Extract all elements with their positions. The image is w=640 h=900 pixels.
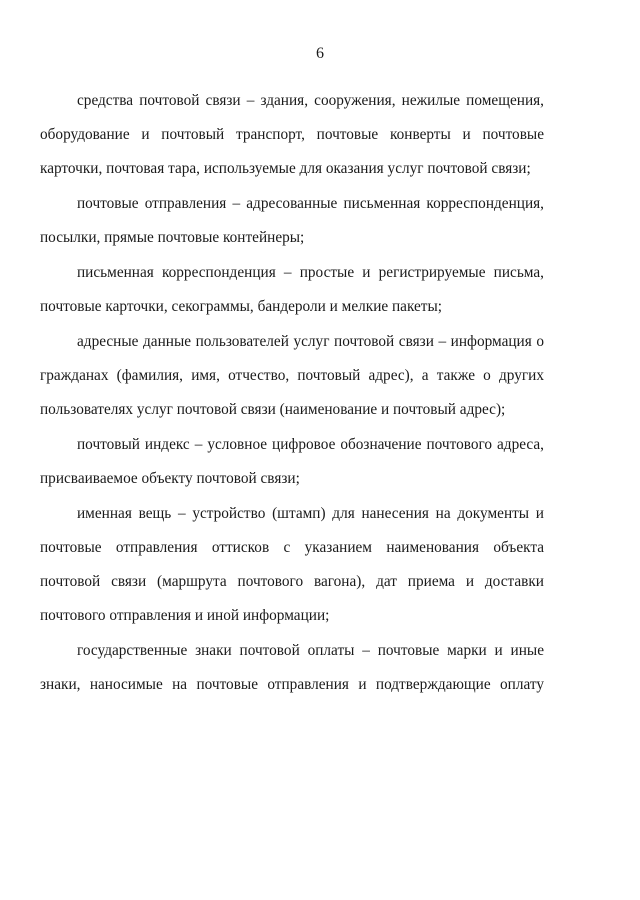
paragraph-postal-items: почтовые отправления – адресованные письменная корреспонденция, посылки, прямые почтовые контейнеры;	[40, 195, 544, 246]
paragraph-address-data: адресные данные пользователей услуг почтовой связи – информация о гражданах (фамилия, имя, отчество, почтовый адрес), а также о других пользователях услуг почтовой связи (наименование и почтовый адрес);	[40, 333, 544, 418]
paragraph-written-correspondence: письменная корреспонденция – простые и регистрируемые письма, почтовые карточки, секограммы, бандероли и мелкие пакеты;	[40, 264, 544, 315]
paragraph-postage-signs: государственные знаки почтовой оплаты – почтовые марки и иные знаки, наносимые на почтовые отправления и подтверждающие оплату	[40, 642, 544, 693]
paragraph-postal-index: почтовый индекс – условное цифровое обозначение почтового адреса, присваиваемое объекту почтовой связи;	[40, 436, 544, 487]
page-number: 6	[316, 45, 324, 62]
paragraph-postal-facilities: средства почтовой связи – здания, сооружения, нежилые помещения, оборудование и почтовый транспорт, почтовые конверты и почтовые карточки, почтовая тара, используемые для оказания услуг почтовой связи;	[40, 92, 544, 177]
document-body	[40, 84, 544, 702]
paragraph-named-item: именная вещь – устройство (штамп) для нанесения на документы и почтовые отправления оттисков с указанием наименования объекта почтовой связи (маршрута почтового вагона), дат приема и доставки почтового отправления и иной информации;	[40, 505, 544, 624]
